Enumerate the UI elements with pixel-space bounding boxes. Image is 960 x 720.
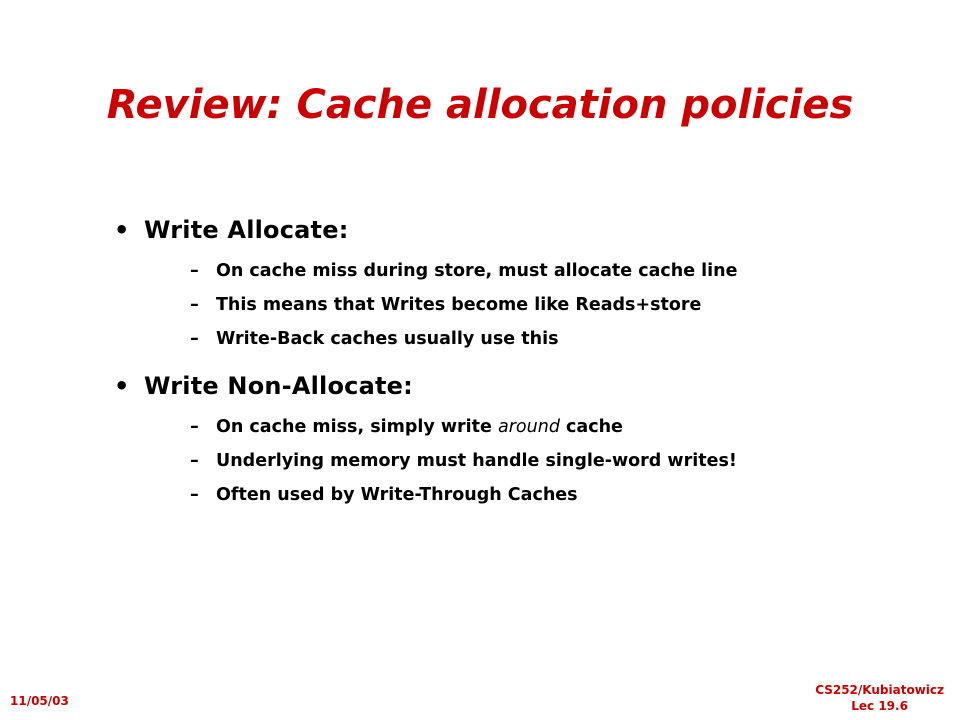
sub-item [144,410,892,444]
dash-marker: – [190,417,199,437]
sub-item [144,478,892,512]
sub-item [144,254,892,288]
sub-item-text-before: On cache miss, simply write [216,417,499,437]
sub-list [144,254,892,356]
sub-item-text: Underlying memory must handle single-word writes! [216,451,737,471]
bullet-heading: Write Non-Allocate: [144,372,413,400]
dash-marker: – [190,485,199,505]
bullet-heading: Write Allocate: [144,216,349,244]
slide-title: Review: Cache allocation policies [106,82,854,128]
bullet-list [112,210,892,522]
sub-item [144,444,892,478]
sub-item-text: Write-Back caches usually use this [216,329,559,349]
sub-item [144,322,892,356]
bullet-write-allocate [112,210,892,356]
bullet-marker: • [114,216,130,244]
footer-date: 11/05/03 [10,694,69,708]
bullet-marker: • [114,372,130,400]
dash-marker: – [190,295,199,315]
emphasized-word: around [498,417,560,437]
footer-course-info [815,682,944,714]
dash-marker: – [190,451,199,471]
sub-item-text: This means that Writes become like Reads+store [216,295,702,315]
dash-marker: – [190,261,199,281]
sub-item-text: On cache miss during store, must allocate cache line [216,261,738,281]
bullet-write-non-allocate [112,366,892,512]
dash-marker: – [190,329,199,349]
sub-item [144,288,892,322]
sub-item-text-after: cache [559,417,623,437]
sub-list [144,410,892,512]
footer-course-name: CS252/Kubiatowicz [815,683,944,697]
footer-lecture-number: Lec 19.6 [851,699,908,713]
sub-item-text: Often used by Write-Through Caches [216,485,578,505]
